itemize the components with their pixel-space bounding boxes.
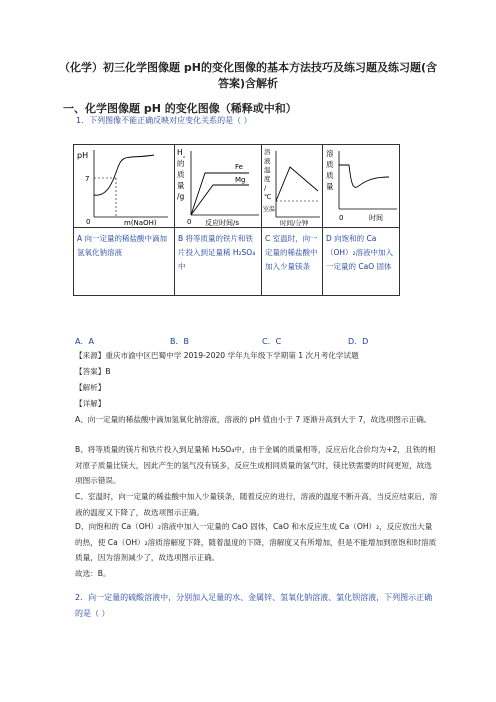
svg-text:的: 的	[177, 159, 185, 168]
svg-text:液: 液	[264, 157, 271, 165]
svg-text:质: 质	[177, 170, 185, 179]
svg-text:度: 度	[264, 175, 271, 183]
graph-c-cell	[262, 145, 323, 228]
svg-text:溶: 溶	[326, 149, 334, 158]
graph-b-series-mg: Mg	[235, 176, 246, 184]
graph-b	[175, 145, 261, 227]
question-2-stem: 2．向一定量的硫酸溶液中，分别加入足量的水、金属锌、氢氧化钠溶液、氯化钡溶液，下列图示正确的是（ ）	[75, 593, 433, 618]
svg-text:/: /	[264, 184, 267, 192]
explain-c: C、室温时，向一定量的稀盐酸中加入少量镁条，随着反应的进行，溶液的温度不断升高，当反应结束后，溶液的温度又下降了，故选项图示正确。	[75, 492, 438, 517]
graph-a-cell	[74, 145, 175, 228]
choice-c: C．C	[262, 337, 282, 346]
svg-text:溶: 溶	[264, 148, 271, 156]
graph-c	[262, 145, 322, 227]
choice-b: B．B	[170, 337, 189, 346]
graph-d	[323, 145, 399, 227]
graph-b-xlabel: 反应时间/s	[205, 219, 240, 227]
choice-a: A．A	[75, 337, 94, 346]
svg-text:0: 0	[339, 214, 344, 222]
document-title: （化学）初三化学图像题 pH的变化图像的基本方法技巧及练习题及练习题(含 答案)含解析	[59, 61, 437, 90]
option-b-text: B 将等质量的铁片和铁片投入到足量稀 H₂SO₄中	[175, 228, 262, 296]
option-c-text: C 室温时，向一定量的稀盐酸中加入少量镁条	[262, 228, 323, 296]
svg-text:0: 0	[187, 218, 192, 226]
section-heading: 一、化学图像题 pH 的变化图像（稀释或中和）	[63, 102, 297, 115]
svg-text:H: H	[177, 148, 183, 157]
svg-text:℃: ℃	[264, 193, 272, 201]
graph-a	[74, 145, 174, 227]
explain-b: B、将等质量的镁片和铁片投入到足量稀 H₂SO₄中，由于金属的质量相等，反应后化合价均为+2，且铁的相对原子质量比镁大，因此产生的氢气没有镁多，反应生成相同质量的氢气时，镁比铁需要的时间更短，故选项图示错误。	[75, 445, 436, 485]
svg-text:量: 量	[326, 182, 334, 191]
analysis-heading: 【解析】	[75, 383, 106, 392]
option-d-text: D 向饱和的 Ca（OH）₂溶液中加入一定量的 CaO 固体	[323, 228, 400, 296]
svg-text:质: 质	[326, 160, 334, 169]
graph-d-cell	[323, 145, 400, 228]
detail-heading: 【详解】	[75, 399, 106, 408]
graph-c-mark: 室温	[263, 206, 276, 213]
graph-a-mark: 7	[85, 175, 90, 183]
choice-d: D．D	[348, 337, 369, 346]
svg-text:量: 量	[177, 181, 185, 190]
graph-d-xlabel: 时间	[369, 214, 383, 222]
conclusion-line: 故选：B。	[75, 569, 111, 578]
svg-text:温: 温	[264, 166, 271, 174]
question-1-stem: 1．下列图像不能正确反映对应变化关系的是（ ）	[76, 116, 252, 125]
answer-line: 【答案】B	[75, 367, 111, 376]
option-a-text: A 向一定量的稀盐酸中滴加氢氧化钠溶液	[74, 228, 175, 296]
graph-a-origin: 0	[86, 218, 91, 226]
graph-a-ylabel: pH	[77, 151, 89, 160]
graph-a-xlabel: m(NaOH)	[124, 219, 157, 227]
question-1-figure-table	[73, 144, 400, 296]
graph-c-xlabel: 时间/分钟	[280, 219, 309, 227]
explain-d: D、向饱和的 Ca（OH）₂溶液中加入一定量的 CaO 固体，CaO 和水反应生成 Ca（OH）₂，反应放出大量的热，使 Ca（OH）₂溶质溶解度下降，随着温度的下降，溶解度又有所增加，但是不能增加到原饱和时溶质质量，因为溶剂减少了，故选项图示正确。	[75, 522, 437, 562]
source-line: 【来源】重庆市渝中区巴蜀中学 2019-2020 学年九年级下学期第 1 次月考化学试题	[75, 351, 359, 360]
svg-text:质: 质	[326, 171, 334, 180]
graph-b-series-fe: Fe	[235, 163, 243, 171]
svg-text:₂: ₂	[183, 154, 186, 160]
svg-text:/g: /g	[177, 192, 185, 201]
graph-b-cell	[175, 145, 262, 228]
explain-a: A、向一定量的稀盐酸中滴加氢氧化钠溶液，溶液的 pH 值由小于 7 逐渐升高到大于 7，故选项图示正确。	[75, 415, 432, 424]
